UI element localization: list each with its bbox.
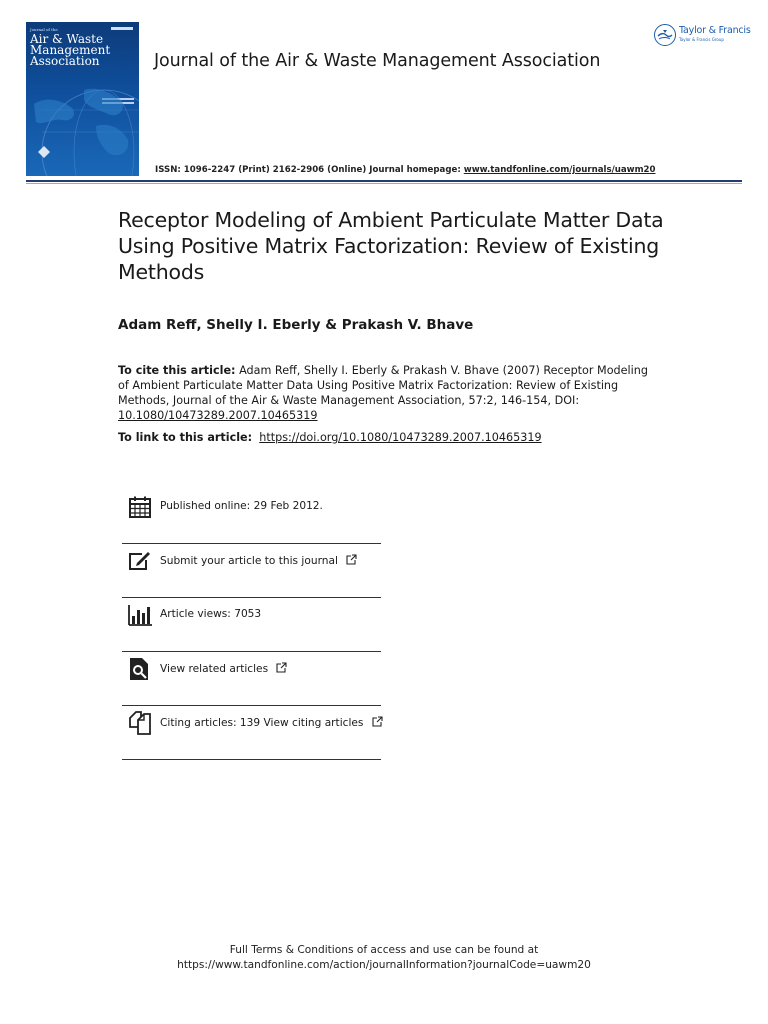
document-search-icon <box>128 657 152 681</box>
cover-decoration <box>111 27 133 30</box>
journal-name: Journal of the Air & Waste Management Association <box>154 51 601 71</box>
article-link-block <box>118 431 542 444</box>
submit-article-link[interactable]: Submit your article to this journal <box>160 555 338 567</box>
bar-chart-icon <box>128 603 152 627</box>
publisher-logo <box>654 22 751 48</box>
citing-documents-icon <box>128 711 152 735</box>
citation-doi-link[interactable]: 10.1080/10473289.2007.10465319 <box>118 409 318 422</box>
cover-title-line: Management <box>30 43 111 57</box>
header-divider <box>26 180 742 182</box>
cover-title-line: Association <box>30 54 100 68</box>
cover-title-line: Air & Waste <box>30 32 104 46</box>
journal-homepage-link[interactable]: www.tandfonline.com/journals/uawm20 <box>463 165 656 175</box>
related-articles-row[interactable] <box>122 652 381 705</box>
article-views-text: Article views: 7053 <box>160 608 262 620</box>
article-doi-link[interactable]: https://doi.org/10.1080/10473289.2007.10465319 <box>259 431 542 444</box>
cover-prefix: Journal of the <box>30 27 58 32</box>
citing-articles-link[interactable]: Citing articles: 139 View citing articles <box>160 717 364 729</box>
publisher-logo-icon <box>654 24 676 46</box>
external-link-icon <box>346 554 357 565</box>
issn-text: ISSN: 1096-2247 (Print) 2162-2906 (Online) Journal homepage: <box>155 165 461 175</box>
terms-footer <box>0 943 768 973</box>
article-title: Receptor Modeling of Ambient Particulate Matter Data Using Positive Matrix Factorization: Review of Existing Methods <box>118 208 664 284</box>
calendar-icon <box>128 495 152 519</box>
header-divider-thin <box>26 183 742 184</box>
publisher-group: Taylor & Francis Group <box>679 37 724 42</box>
issn-line <box>155 165 656 175</box>
published-online-text: Published online: 29 Feb 2012. <box>160 500 323 512</box>
globe-illustration <box>26 82 139 176</box>
publisher-name: Taylor & Francis <box>679 25 751 36</box>
cover-title <box>30 34 136 67</box>
published-online-row <box>122 490 381 543</box>
article-views-row <box>122 598 381 651</box>
terms-url[interactable]: https://www.tandfonline.com/action/journalInformation?journalCode=uawm20 <box>177 959 591 971</box>
citation-text: Adam Reff, Shelly I. Eberly & Prakash V. Bhave (2007) Receptor Modeling of Ambient Particulate Matter Data Using Positive Matrix Factorization: Review of Existing Methods, Journal of the Air & Waste Management Association, 57:2, 146-154, DOI: <box>118 364 648 407</box>
related-articles-link[interactable]: View related articles <box>160 663 269 675</box>
external-link-icon <box>372 716 383 727</box>
citation-label: To cite this article: <box>118 364 236 377</box>
external-link-icon <box>276 662 287 673</box>
article-link-label: To link to this article: <box>118 431 253 444</box>
citing-articles-row[interactable] <box>122 706 381 759</box>
citation-block <box>118 363 658 423</box>
edit-icon <box>128 549 152 573</box>
article-authors: Adam Reff, Shelly I. Eberly & Prakash V. Bhave <box>118 317 474 333</box>
terms-text: Full Terms & Conditions of access and use can be found at <box>229 944 539 956</box>
journal-cover-image <box>26 22 139 176</box>
article-metrics-list <box>122 490 381 760</box>
row-divider <box>122 759 381 760</box>
submit-article-row[interactable] <box>122 544 381 597</box>
